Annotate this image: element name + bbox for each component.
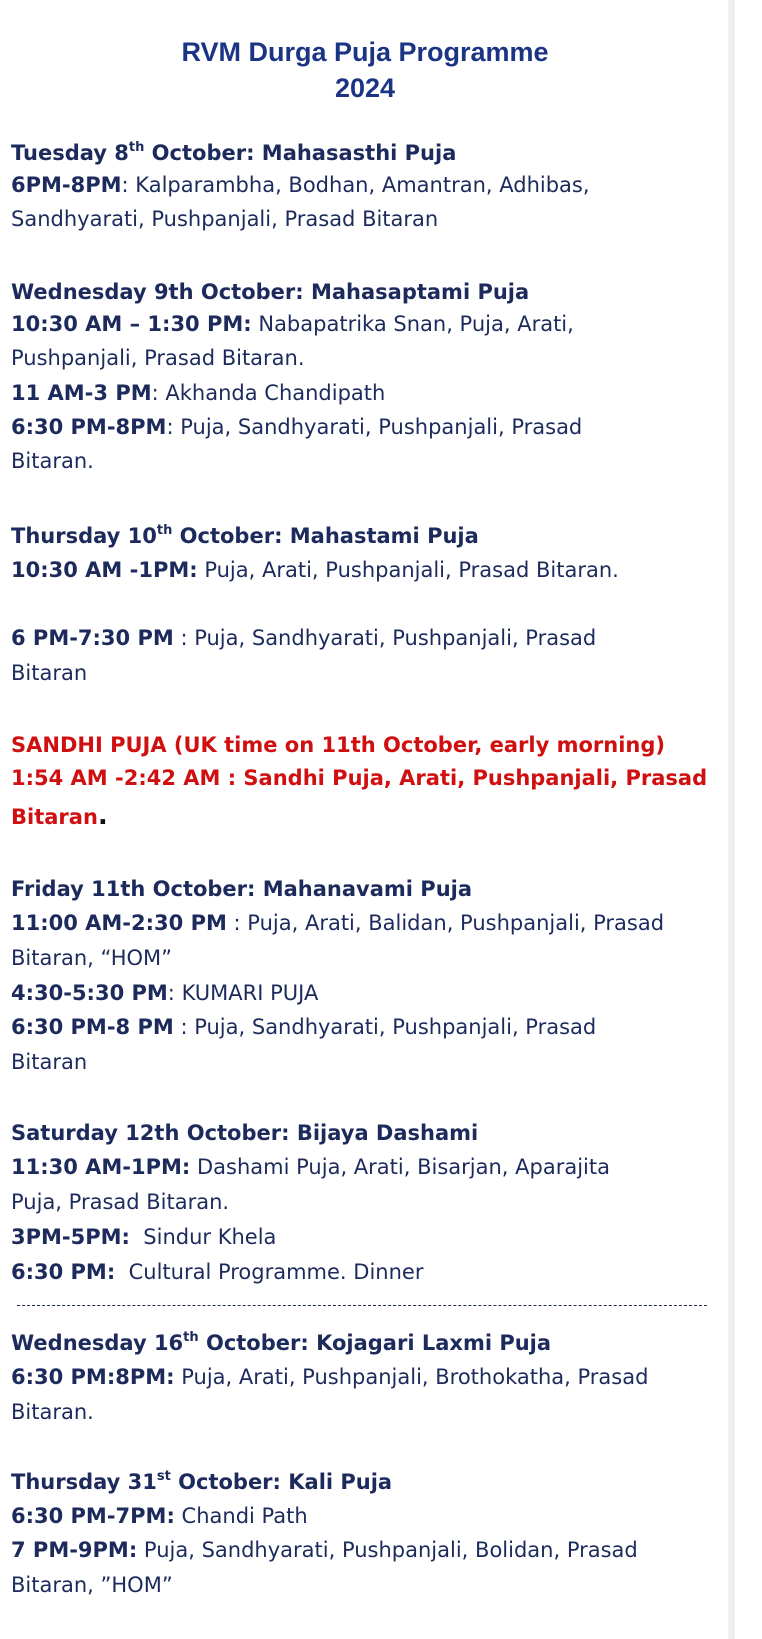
schedule-item: 6:30 PM:8PM: Puja, Arati, Pushpanjali, Brothokatha, Prasad <box>11 1365 649 1389</box>
sandhi-puja-item-continued: Bitaran. <box>11 801 108 831</box>
schedule-item: 11:00 AM-2:30 PM : Puja, Arati, Balidan, Pushpanjali, Prasad <box>11 911 665 935</box>
schedule-item: 6:30 PM: Cultural Programme. Dinner <box>11 1260 424 1284</box>
schedule-item: 6:30 PM-8PM: Puja, Sandhyarati, Pushpanjali, Prasad <box>11 415 583 439</box>
schedule-item-continued: Sandhyarati, Pushpanjali, Prasad Bitaran <box>11 207 439 231</box>
schedule-item-continued: Bitaran <box>11 1050 88 1074</box>
schedule-item: 4:30-5:30 PM: KUMARI PUJA <box>11 981 319 1005</box>
schedule-item: 6PM-8PM: Kalparambha, Bodhan, Amantran, Adhibas, <box>11 173 590 197</box>
programme-title: RVM Durga Puja Programme <box>181 37 549 67</box>
programme-year: 2024 <box>334 73 396 103</box>
day-heading-wednesday-16: Wednesday 16th October: Kojagari Laxmi Puja <box>11 1330 552 1355</box>
schedule-item-continued: Bitaran, “HOM” <box>11 946 173 970</box>
schedule-item: 6 PM-7:30 PM : Puja, Sandhyarati, Pushpanjali, Prasad <box>11 626 597 650</box>
schedule-item: 6:30 PM-8 PM : Puja, Sandhyarati, Pushpanjali, Prasad <box>11 1015 597 1039</box>
schedule-item: 7 PM-9PM: Puja, Sandhyarati, Pushpanjali, Bolidan, Prasad <box>11 1538 638 1562</box>
schedule-item-continued: Bitaran <box>11 661 88 685</box>
schedule-item: 10:30 AM -1PM: Puja, Arati, Pushpanjali, Prasad Bitaran. <box>11 558 619 582</box>
schedule-item: 11 AM-3 PM: Akhanda Chandipath <box>11 381 386 405</box>
day-heading-wednesday-9: Wednesday 9th October: Mahasaptami Puja <box>11 280 530 304</box>
schedule-item: 10:30 AM – 1:30 PM: Nabapatrika Snan, Puja, Arati, <box>11 312 574 336</box>
section-divider <box>17 1305 707 1306</box>
sandhi-puja-heading: SANDHI PUJA (UK time on 11th October, early morning) <box>11 733 665 757</box>
schedule-item-continued: Puja, Prasad Bitaran. <box>11 1190 230 1214</box>
schedule-item: 11:30 AM-1PM: Dashami Puja, Arati, Bisarjan, Aparajita <box>11 1155 610 1179</box>
schedule-item-continued: Bitaran. <box>11 449 94 473</box>
page-edge-shadow <box>728 0 762 1639</box>
schedule-item-continued: Bitaran, ”HOM” <box>11 1573 173 1597</box>
schedule-item: 6:30 PM-7PM: Chandi Path <box>11 1504 308 1528</box>
day-heading-tuesday: Tuesday 8th October: Mahasasthi Puja <box>11 140 457 165</box>
schedule-item-continued: Bitaran. <box>11 1400 94 1424</box>
day-heading-thursday-31: Thursday 31st October: Kali Puja <box>11 1469 393 1494</box>
sandhi-puja-item: 1:54 AM -2:42 AM : Sandhi Puja, Arati, Pushpanjali, Prasad <box>11 766 708 790</box>
day-heading-friday-11: Friday 11th October: Mahanavami Puja <box>11 877 473 901</box>
day-heading-saturday-12: Saturday 12th October: Bijaya Dashami <box>11 1121 479 1145</box>
schedule-item: 3PM-5PM: Sindur Khela <box>11 1225 277 1249</box>
day-heading-thursday-10: Thursday 10th October: Mahastami Puja <box>11 523 479 548</box>
schedule-item-continued: Pushpanjali, Prasad Bitaran. <box>11 346 305 370</box>
